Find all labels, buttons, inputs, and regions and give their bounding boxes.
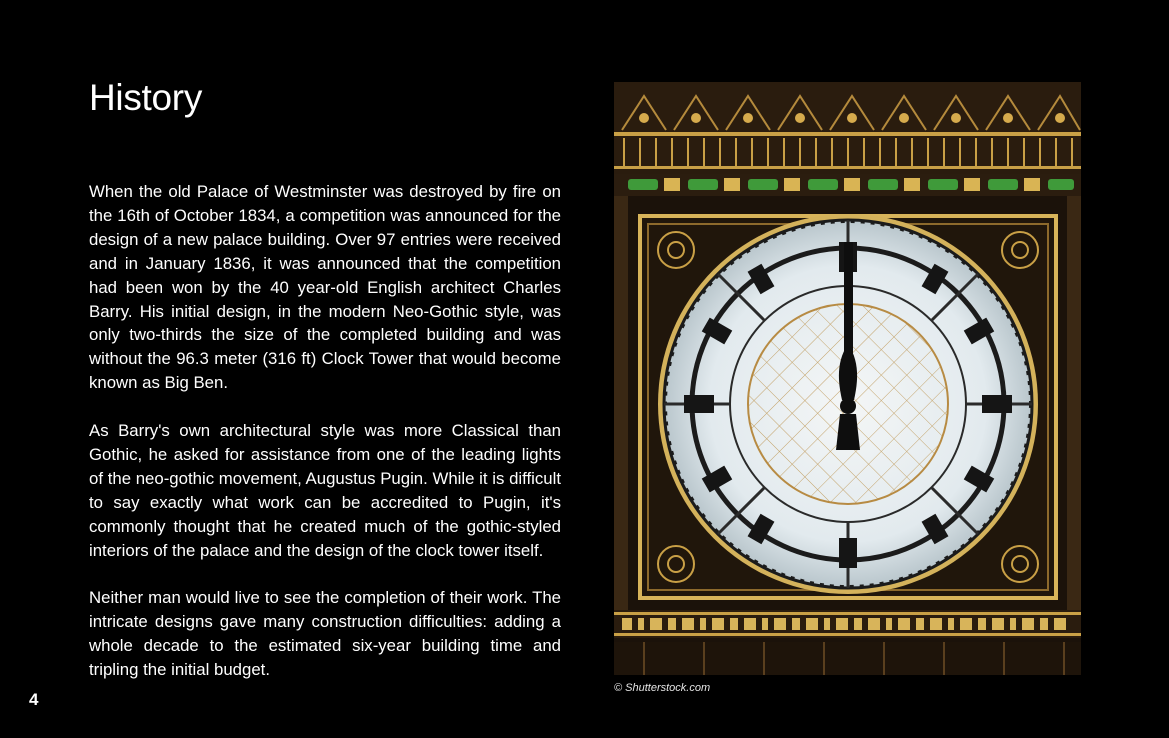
- paragraph-3: Neither man would live to see the completion of their work. The intricate designs gave many construction difficulties: adding a whole decade to the estimated six-year building time and tripling the initial budget.: [89, 588, 561, 680]
- image-credit: © Shutterstock.com: [614, 682, 711, 694]
- page-title: History: [89, 77, 203, 118]
- clock-dial: [658, 214, 1038, 594]
- big-ben-clock-photo: [614, 82, 1081, 675]
- page-number: 4: [29, 690, 39, 709]
- paragraph-2: As Barry's own architectural style was more Classical than Gothic, he asked for assistance from one of the leading lights of the neo-gothic movement, Augustus Pugin. While it is difficult to say exactly what work can be accredited to Pugin, it's commonly thought that he created much of the gothic-styled interiors of the palace and the design of the clock tower itself.: [89, 421, 561, 560]
- inscription-band: [614, 610, 1081, 638]
- decorative-band: [614, 174, 1081, 196]
- paragraph-1: When the old Palace of Westminster was destroyed by fire on the 16th of October 1834, a competition was announced for the design of a new palace building. Over 97 entries were received and in January 1836, it was announced that the competition had been won by the 40 year-old English architect Charles Barry. His initial design, in the modern Neo-Gothic style, was only two-thirds the size of the completed building and was without the 96.3 meter (316 ft) Clock Tower that would become known as Big Ben.: [89, 182, 561, 393]
- tracery-top: [614, 82, 1081, 177]
- history-text: [89, 180, 561, 682]
